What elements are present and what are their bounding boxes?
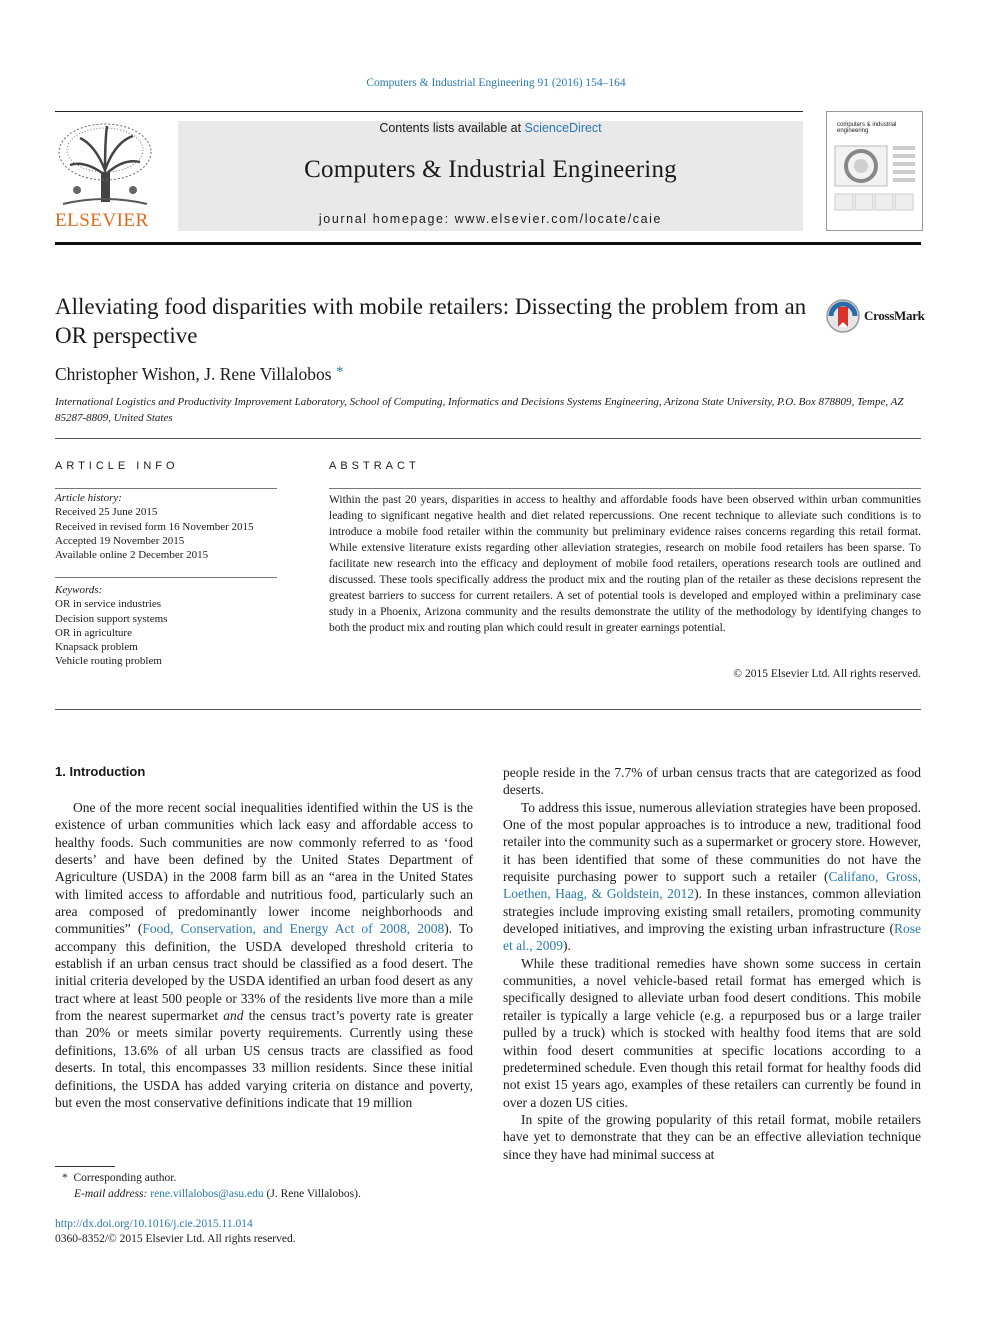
elsevier-tree-logo	[55, 120, 155, 208]
footnote-rule	[55, 1166, 115, 1167]
intro-p1-and: and	[223, 1008, 244, 1024]
intro-p2-text-b: ). In these instances, common alleviation strategies include improving existing small retailers, promoting community developed initiatives, and improving the existing urban infrastructure (	[503, 886, 922, 937]
abstract-heading: ABSTRACT	[329, 460, 420, 472]
journal-cover-thumbnail[interactable]	[826, 111, 923, 231]
header-bottom-rule	[55, 242, 921, 245]
keywords-rule	[55, 577, 277, 578]
keyword-item: Knapsack problem	[55, 641, 138, 654]
intro-paragraph-3: While these traditional remedies have shown some success in certain communities, a novel vehicle-based retail format has emerged which is specifically designed to alleviate urban food desert conditions. This mobile retailer is typically a large vehicle (e.g. a repurposed bus or a large trailer pulled by a truck) which is stocked with healthy food items that are sold within food desert communities at specific locations according to a predetermined schedule. Even though this retail format for healthy foods did not exist 15 years ago, examples of these retailers can currently be found in over a dozen US cities.	[503, 955, 921, 1110]
sciencedirect-link[interactable]: ScienceDirect	[524, 121, 602, 135]
article-info-heading: ARTICLE INFO	[55, 460, 179, 472]
history-received: Received 25 June 2015	[55, 506, 158, 519]
abstract-bottom-rule	[55, 709, 921, 710]
keywords	[55, 583, 277, 669]
section-heading-introduction: 1. Introduction	[55, 764, 146, 779]
cover-title: computers & industrial engineering	[837, 122, 897, 134]
elsevier-wordmark: ELSEVIER	[55, 210, 149, 231]
contents-prefix: Contents lists available at	[379, 121, 525, 135]
journal-citation[interactable]: Computers & Industrial Engineering 91 (2016) 154–164	[366, 77, 626, 89]
intro-paragraph-1	[55, 799, 473, 1111]
footnote-mark: *	[62, 1172, 68, 1184]
doi-link[interactable]: http://dx.doi.org/10.1016/j.cie.2015.11.014	[55, 1218, 253, 1230]
footnote	[55, 1170, 475, 1202]
history-accepted: Accepted 19 November 2015	[55, 534, 185, 547]
ref-rose-2009[interactable]: Rose et al., 2009	[503, 921, 921, 954]
corresponding-author-mark[interactable]: *	[336, 364, 344, 380]
email-label: E-mail address:	[74, 1188, 148, 1200]
authors-line	[55, 364, 344, 385]
email-link[interactable]: rene.villalobos@asu.edu	[150, 1188, 264, 1200]
keywords-label: Keywords:	[55, 584, 103, 596]
journal-title: Computers & Industrial Engineering	[304, 156, 677, 183]
article-history	[55, 491, 277, 562]
journal-homepage[interactable]: journal homepage: www.elsevier.com/locate/caie	[318, 212, 663, 226]
crossmark-icon	[826, 298, 862, 334]
intro-p1-text-a: One of the more recent social inequalities identified within the US is the existence of urban communities which lack easy and affordable access to healthy foods. Such communities are now commonly referred to as ‘food deserts’ and have been defined by the United States Department of Agriculture (USDA) in the 2008 farm bill as an “area in the United States with limited access to affordable and nutritious food, particularly such an area composed of predominantly lower income neighborhoods and communities” (	[55, 800, 473, 937]
keyword-item: OR in service industries	[55, 598, 162, 611]
crossmark-button[interactable]	[826, 298, 926, 334]
abstract-rule	[329, 488, 921, 489]
intro-paragraph-2	[503, 799, 921, 955]
abstract-text: Within the past 20 years, disparities in access to healthy and affordable foods have been observed within urban communities leading to significant negative health and diet related repercussions. One recent technique to alleviate such conditions is to introduce a mobile food retailer within the community but preliminary evidence raises concerns regarding this retail format. While extensive literature exists regarding other alleviation strategies, research on mobile food retailers has been sparse. To facilitate new research into the efficacy and deployment of mobile food retailers, operations research tools are outlined and discussed. These tools specifically address the product mix and the routing plan of the retailer as these decisions represent the greatest barriers to success for current retailers. A set of potential tools is developed and employed within a preliminary case study in a Phoenix, Arizona community and the results demonstrate the utility of the methodology by identifying changes to both the product mix and routing plan which could result in greater earnings potential.	[329, 494, 921, 634]
crossmark-label: CrossMark	[864, 308, 925, 323]
authors: Christopher Wishon, J. Rene Villalobos	[55, 364, 332, 384]
keyword-item: Vehicle routing problem	[55, 655, 162, 668]
history-revised: Received in revised form 16 November 2015	[55, 520, 254, 533]
intro-paragraph-1-continued: people reside in the 7.7% of urban census tracts that are categorized as food deserts.	[503, 765, 921, 798]
header-top-rule	[55, 111, 803, 112]
cover-graphic-icon	[827, 132, 922, 227]
intro-column-right	[503, 764, 921, 1163]
contents-line	[178, 121, 803, 135]
article-info-rule	[55, 488, 277, 489]
footnote-corresponding-text: Corresponding author.	[73, 1172, 177, 1184]
history-label: Article history:	[55, 492, 122, 504]
intro-paragraph-4: In spite of the growing popularity of this retail format, mobile retailers have yet to demonstrate that they can be an effective alleviation technique since they have had minimal success at	[503, 1111, 921, 1162]
ref-califano-2012[interactable]: Califano, Gross, Loethen, Haag, & Goldstein, 2012	[503, 869, 921, 902]
keyword-item: OR in agriculture	[55, 626, 132, 639]
footnote-email	[55, 1186, 475, 1202]
article-doi	[55, 1216, 253, 1232]
keyword-item: Decision support systems	[55, 612, 168, 625]
email-owner: (J. Rene Villalobos).	[266, 1188, 361, 1200]
issn-copyright: 0360-8352/© 2015 Elsevier Ltd. All rights reserved.	[55, 1233, 296, 1245]
abstract-copyright: © 2015 Elsevier Ltd. All rights reserved.	[733, 668, 921, 680]
intro-p1-text-b: ). To accompany this definition, the USDA developed threshold criteria to establish if an urban census tract should be classified as a food desert. The initial criteria developed by the USDA identified an urban food desert as any tract where at least 500 people or 33% of the residents live more than a mile from the nearest supermarket	[55, 921, 473, 1024]
affiliation: International Logistics and Productivity Improvement Laboratory, School of Computing, Informatics and Decisions Systems Engineering, Arizona State University, P.O. Box 878809, Tempe, AZ 85287-8809, United States	[55, 396, 904, 424]
intro-column-left	[55, 799, 473, 1111]
history-online: Available online 2 December 2015	[55, 549, 209, 562]
intro-p2-text-c: ).	[563, 938, 571, 954]
affiliation-rule	[55, 438, 921, 439]
intro-p1-text-c: the census tract’s poverty rate is greater than 20% or meets similar poverty requirements. Currently using these definitions, 13.6% of all urban US census tracts are classified as food deserts. In total, this encompasses 33 million residents. Since these initial definitions, the USDA has added varying criteria on distance and poverty, but even the most conservative definitions indicate that 19 million	[55, 1008, 473, 1110]
footnote-corresponding	[55, 1170, 475, 1186]
intro-p2-text-a: To address this issue, numerous alleviation strategies have been proposed. One of the most popular approaches is to introduce a new, traditional food retailer into the community such as a supermarket or grocery store. However, it has been identified that some of these communities do not have the requisite purchasing power to support such a retailer (	[503, 799, 921, 885]
article-title: Alleviating food disparities with mobile retailers: Dissecting the problem from an OR perspective	[55, 294, 807, 348]
ref-food-conservation-act[interactable]: Food, Conservation, and Energy Act of 2008, 2008	[142, 921, 445, 937]
